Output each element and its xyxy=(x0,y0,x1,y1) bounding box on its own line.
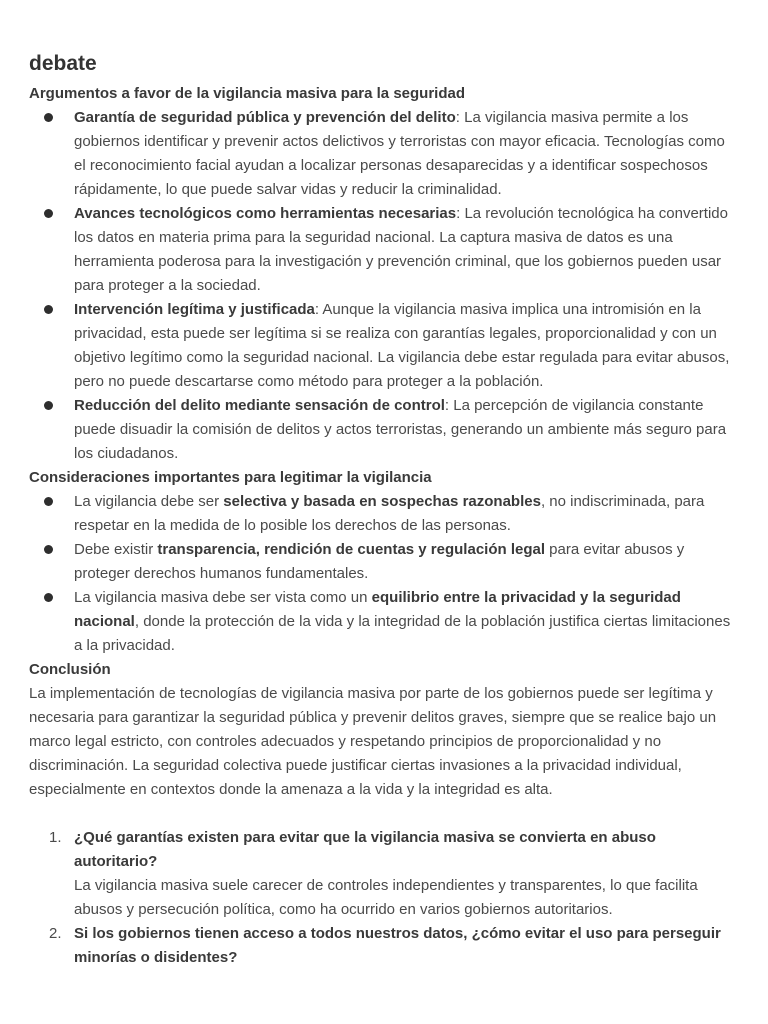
bullet-bold-text: Intervención legítima y justificada xyxy=(74,301,315,318)
question-text: ¿Qué garantías existen para evitar que la vigilancia masiva se convierta en abuso autoritario? xyxy=(74,829,656,870)
section-heading-conclusion: Conclusión xyxy=(29,661,111,678)
list-item xyxy=(29,202,740,298)
question-text: Si los gobiernos tienen acceso a todos nuestros datos, ¿cómo evitar el uso para perseguir minorías o disidentes? xyxy=(74,925,721,966)
list-item xyxy=(29,538,740,586)
bullet-text: : La percepción de vigilancia constante puede disuadir la comisión de delitos y actos terroristas, generando un ambiente más seguro para los ciudadanos. xyxy=(74,397,727,462)
question-item xyxy=(29,922,740,970)
list-item xyxy=(29,106,740,202)
bullet-bold-text: transparencia, rendición de cuentas y regulación legal xyxy=(157,541,546,558)
bullet-text: : La vigilancia masiva permite a los gobiernos identificar y prevenir actos delictivos y terroristas con mayor eficacia. Tecnologías como el reconocimiento facial ayudan a localizar personas desaparecidas y a identificar sospechosos rápidamente, lo que puede salvar vidas y reducir la criminalidad. xyxy=(74,109,725,198)
question-number: 1. xyxy=(49,829,62,846)
bullet-bold-text: Reducción del delito mediante sensación de control xyxy=(74,397,445,414)
bullet-icon xyxy=(44,305,53,314)
list-item xyxy=(29,490,740,538)
bullet-bold-text: selectiva y basada en sospechas razonables xyxy=(223,493,541,510)
list-item xyxy=(29,586,740,658)
answer-text: La vigilancia masiva suele carecer de controles independientes y transparentes, lo que facilita abusos y persecución política, como ha ocurrido en varios gobiernos autoritarios. xyxy=(74,877,698,918)
conclusion-paragraph: La implementación de tecnologías de vigilancia masiva por parte de los gobiernos puede ser legítima y necesaria para garantizar la seguridad pública y prevenir delitos graves, siempre que se realice bajo un marco legal estricto, con controles adecuados y respetando principios de proporcionalidad y no discriminación. La seguridad colectiva puede justificar ciertas invasiones a la privacidad individual, especialmente en contextos donde la amenaza a la vida y la integridad es alta. xyxy=(29,685,717,798)
bullet-text: La vigilancia debe ser xyxy=(74,493,224,510)
page-title: debate xyxy=(29,52,97,75)
section-heading-considerations: Consideraciones importantes para legitimar la vigilancia xyxy=(29,469,432,486)
bullet-bold-text: equilibrio entre la privacidad y la seguridad nacional xyxy=(74,589,681,630)
list-item xyxy=(29,394,740,466)
spacer xyxy=(29,802,740,826)
list-item xyxy=(29,298,740,394)
bullet-text: : Aunque la vigilancia masiva implica una intromisión en la privacidad, esta puede ser legítima si se realiza con garantías legales, proporcionalidad y con un objetivo legítimo como la seguridad nacional. La vigilancia debe estar regulada para evitar abusos, pero no puede descartarse como método para proteger a la población. xyxy=(74,301,730,390)
bullet-icon xyxy=(44,497,53,506)
bullet-text: , donde la protección de la vida y la integridad de la población justifica ciertas limitaciones a la privacidad. xyxy=(74,613,731,654)
considerations-list xyxy=(29,490,740,658)
bullet-text: Debe existir xyxy=(74,541,158,558)
bullet-icon xyxy=(44,113,53,122)
bullet-icon xyxy=(44,545,53,554)
bullet-text: para evitar abusos y proteger derechos humanos fundamentales. xyxy=(74,541,685,582)
bullet-text: : La revolución tecnológica ha convertido los datos en materia prima para la seguridad nacional. La captura masiva de datos es una herramienta poderosa para la investigación y prevención criminal, que los gobiernos pueden usar para proteger a la sociedad. xyxy=(74,205,728,294)
bullet-text: , no indiscriminada, para respetar en la medida de lo posible los derechos de las personas. xyxy=(74,493,705,534)
question-item xyxy=(29,826,740,922)
bullet-text: La vigilancia masiva debe ser vista como un xyxy=(74,589,372,606)
bullet-icon xyxy=(44,209,53,218)
bullet-icon xyxy=(44,593,53,602)
bullet-bold-text: Avances tecnológicos como herramientas necesarias xyxy=(74,205,457,222)
questions-list xyxy=(29,826,740,970)
question-number: 2. xyxy=(49,925,62,942)
bullet-icon xyxy=(44,401,53,410)
section-heading-arguments: Argumentos a favor de la vigilancia masiva para la seguridad xyxy=(29,85,465,102)
bullet-bold-text: Garantía de seguridad pública y prevención del delito xyxy=(74,109,456,126)
arguments-list xyxy=(29,106,740,466)
